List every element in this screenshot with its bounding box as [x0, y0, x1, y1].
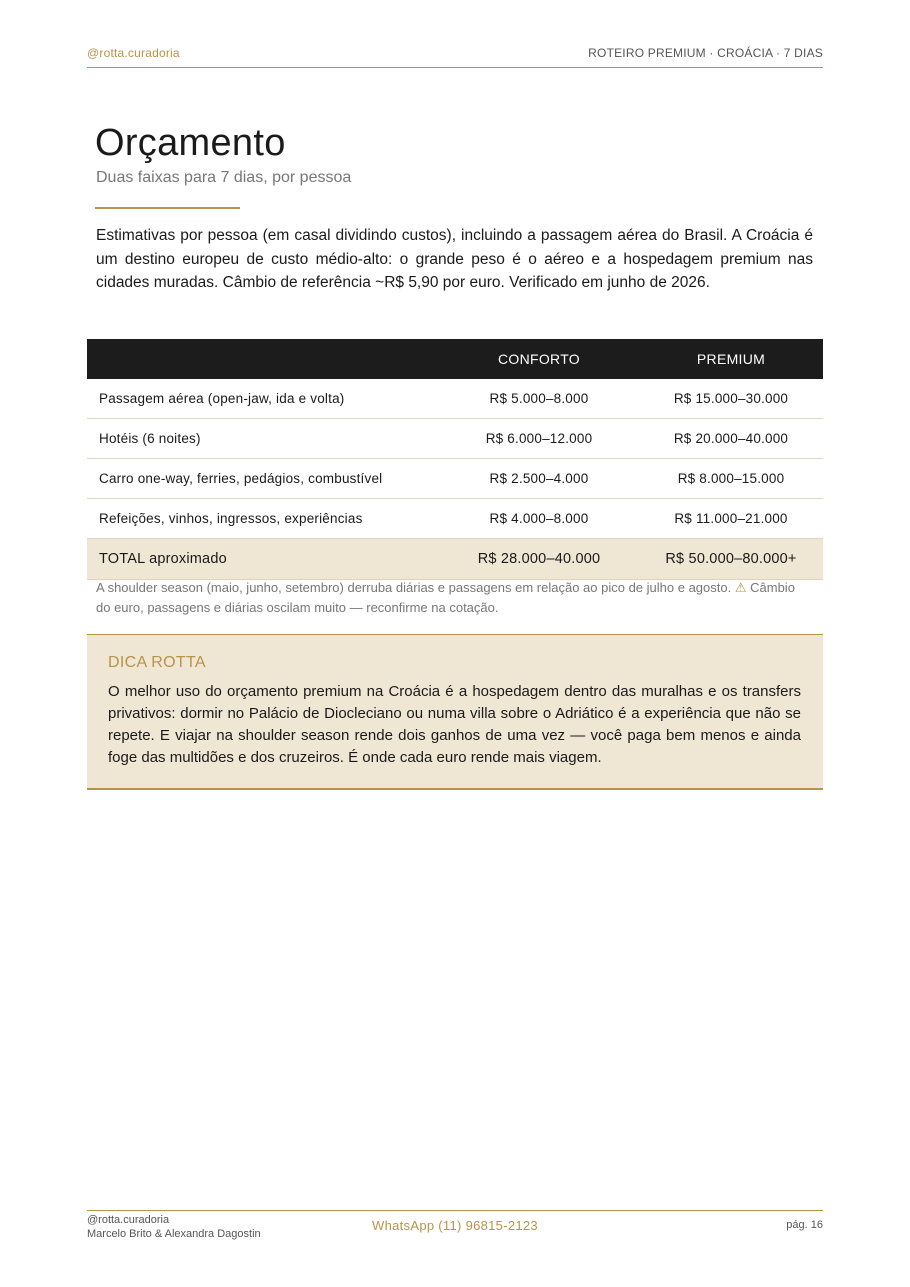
budget-table [87, 339, 823, 580]
row-premium-value: R$ 8.000–15.000 [639, 459, 823, 499]
table-row [87, 499, 823, 539]
page-subtitle: Duas faixas para 7 dias, por pessoa [96, 169, 352, 186]
table-total-row [87, 539, 823, 580]
total-label: TOTAL aproximado [87, 539, 439, 580]
tip-box [87, 634, 823, 790]
title-divider [95, 207, 240, 209]
row-label: Passagem aérea (open-jaw, ida e volta) [87, 379, 439, 419]
header-doc-label: ROTEIRO PREMIUM · CROÁCIA · 7 DIAS [588, 46, 823, 60]
footer-authors: Marcelo Brito & Alexandra Dagostin [87, 1228, 261, 1240]
row-premium-value: R$ 20.000–40.000 [639, 419, 823, 459]
row-label: Refeições, vinhos, ingressos, experiências [87, 499, 439, 539]
footer-whatsapp-link[interactable]: WhatsApp (11) 96815-2123 [372, 1218, 538, 1233]
tip-title: DICA ROTTA [108, 654, 206, 671]
row-conforto-value: R$ 5.000–8.000 [439, 379, 639, 419]
footer-handle: @rotta.curadoria [87, 1214, 170, 1226]
warning-icon: ⚠ [734, 580, 747, 595]
row-premium-value: R$ 15.000–30.000 [639, 379, 823, 419]
row-conforto-value: R$ 2.500–4.000 [439, 459, 639, 499]
row-label: Carro one-way, ferries, pedágios, combustível [87, 459, 439, 499]
footnote-text-2: Câmbio do euro, passagens e diárias oscilam muito — reconfirme na cotação. [96, 580, 795, 615]
column-header-conforto: CONFORTO [439, 339, 639, 379]
table-row [87, 379, 823, 419]
total-premium-value: R$ 50.000–80.000+ [639, 539, 823, 580]
table-row [87, 459, 823, 499]
page-title: Orçamento [95, 122, 286, 164]
column-header-premium: PREMIUM [639, 339, 823, 379]
page-header [87, 46, 823, 68]
total-conforto-value: R$ 28.000–40.000 [439, 539, 639, 580]
row-label: Hotéis (6 noites) [87, 419, 439, 459]
footnote-text: A shoulder season (maio, junho, setembro) derruba diárias e passagens em relação ao pico de julho e agosto. [96, 580, 732, 595]
column-header-item [87, 339, 439, 379]
header-handle: @rotta.curadoria [87, 46, 180, 60]
intro-paragraph: Estimativas por pessoa (em casal dividindo custos), incluindo a passagem aérea do Brasil. A Croácia é um destino europeu de custo médio-alto: o grande peso é o aéreo e a hospedagem premium nas cidades muradas. Câmbio de referência ~R$ 5,90 por euro. Verificado em junho de 2026. [96, 227, 813, 291]
table-row [87, 419, 823, 459]
tip-body: O melhor uso do orçamento premium na Croácia é a hospedagem dentro das muralhas e os transfers privativos: dormir no Palácio de Diocleciano ou numa villa sobre o Adriático é a experiência que não se repete. E viajar na shoulder season rende dois ganhos de uma vez — você paga bem menos e ainda foge das multidões e dos cruzeiros. É onde cada euro rende mais viagem. [108, 683, 801, 766]
page-footer [87, 1210, 823, 1251]
table-footnote [96, 578, 811, 618]
row-premium-value: R$ 11.000–21.000 [639, 499, 823, 539]
page-number: pág. 16 [786, 1219, 823, 1231]
row-conforto-value: R$ 6.000–12.000 [439, 419, 639, 459]
row-conforto-value: R$ 4.000–8.000 [439, 499, 639, 539]
table-header-row [87, 339, 823, 379]
